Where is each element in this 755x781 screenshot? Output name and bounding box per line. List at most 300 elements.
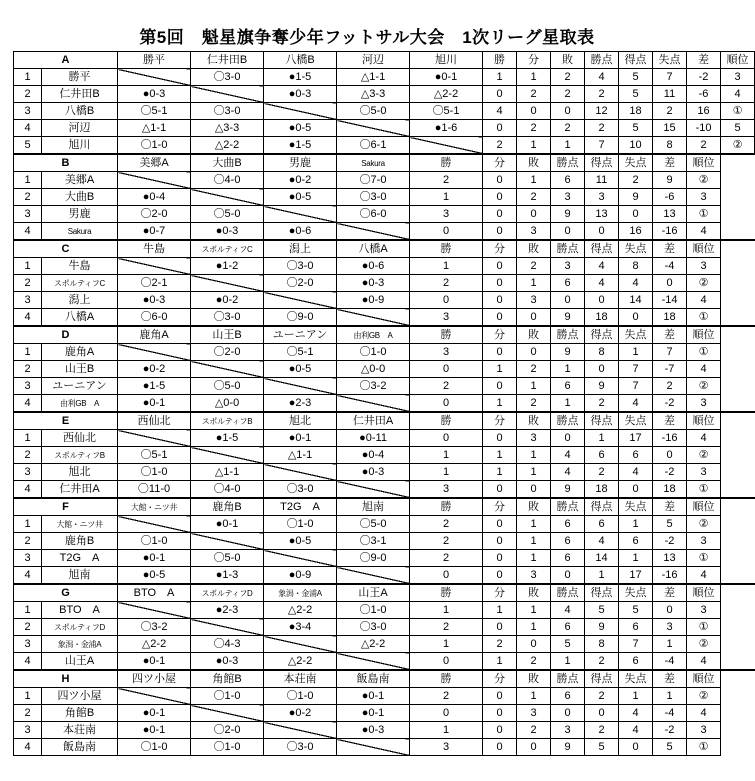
match-result: 〇7-0 xyxy=(337,172,410,189)
table-row xyxy=(14,481,755,499)
stat-points: 5 xyxy=(551,636,585,653)
stat-losses: 2 xyxy=(517,189,551,206)
team-name: T2G A xyxy=(42,550,118,567)
match-result: △2-2 xyxy=(410,86,483,103)
stat-gd: -7 xyxy=(653,361,687,378)
stat-ga: 6 xyxy=(619,447,653,464)
team-number: 1 xyxy=(14,258,42,275)
stat-losses: 0 xyxy=(517,636,551,653)
stat-header-wins: 勝 xyxy=(410,412,483,430)
stat-losses: 3 xyxy=(517,223,551,241)
match-result: 〇4-0 xyxy=(191,172,264,189)
stat-draws: 0 xyxy=(483,344,517,361)
match-result: 〇5-0 xyxy=(337,103,410,120)
team-name: 由利GB A xyxy=(42,395,118,413)
stat-points: 3 xyxy=(551,258,585,275)
stat-header-rank: 順位 xyxy=(687,154,721,172)
stat-ga: 0 xyxy=(619,206,653,223)
stat-wins: 0 xyxy=(410,395,483,413)
team-number: 4 xyxy=(14,120,42,137)
team-name: 男鹿 xyxy=(42,206,118,223)
stat-ga: 6 xyxy=(619,619,653,636)
stat-ga: 7 xyxy=(653,69,687,86)
stat-gf: 2 xyxy=(585,464,619,481)
match-result: ●0-1 xyxy=(118,722,191,739)
stat-points: 9 xyxy=(551,344,585,361)
table-row xyxy=(14,378,755,395)
empty-cell xyxy=(721,602,755,619)
opponent-header: 仁井田A xyxy=(337,412,410,430)
team-name: 潟上 xyxy=(42,292,118,309)
stat-gd: 13 xyxy=(653,206,687,223)
stat-rank: ① xyxy=(687,619,721,636)
match-result: 〇3-1 xyxy=(337,533,410,550)
team-number: 3 xyxy=(14,722,42,739)
empty-cell xyxy=(721,739,755,756)
self-match-cell xyxy=(264,103,337,120)
stat-losses: 0 xyxy=(517,309,551,327)
match-result: ●0-1 xyxy=(118,395,191,413)
self-match-cell xyxy=(337,653,410,671)
self-match-cell xyxy=(191,275,264,292)
stat-wins: 1 xyxy=(410,189,483,206)
match-result: ●0-4 xyxy=(118,189,191,206)
empty-cell xyxy=(721,567,755,585)
empty-cell xyxy=(721,292,755,309)
stat-points: 9 xyxy=(551,309,585,327)
match-result: 〇3-0 xyxy=(264,481,337,499)
table-row xyxy=(14,395,755,413)
stat-wins: 3 xyxy=(410,344,483,361)
stat-ga: 7 xyxy=(619,378,653,395)
opponent-header: 由利GB A xyxy=(337,326,410,344)
group-header-row xyxy=(14,670,755,688)
table-row xyxy=(14,206,755,223)
match-result: 〇3-2 xyxy=(118,619,191,636)
stat-gd: -2 xyxy=(653,722,687,739)
stat-gd: 9 xyxy=(653,172,687,189)
self-match-cell xyxy=(191,619,264,636)
team-name: 大館・ニツ井 xyxy=(42,516,118,533)
stat-gf: 3 xyxy=(585,189,619,206)
team-number: 3 xyxy=(14,464,42,481)
self-match-cell xyxy=(337,395,410,413)
stat-draws: 0 xyxy=(483,567,517,585)
match-result: 〇3-2 xyxy=(337,378,410,395)
match-result: 〇3-0 xyxy=(191,69,264,86)
stat-header-draws: 分 xyxy=(483,412,517,430)
stat-header-losses: 敗 xyxy=(517,670,551,688)
stat-ga: 7 xyxy=(619,636,653,653)
match-result: ●0-1 xyxy=(337,688,410,705)
stat-points: 9 xyxy=(551,481,585,499)
stat-header-ga: 失点 xyxy=(619,584,653,602)
team-name: 旭南 xyxy=(42,567,118,585)
self-match-cell xyxy=(118,172,191,189)
stat-draws: 0 xyxy=(483,739,517,756)
empty-cell xyxy=(721,378,755,395)
empty-cell xyxy=(721,189,755,206)
table-row xyxy=(14,464,755,481)
stat-gd: -6 xyxy=(653,189,687,206)
self-match-cell xyxy=(264,206,337,223)
table-row xyxy=(14,619,755,636)
team-name: 河辺 xyxy=(42,120,118,137)
stat-gf: 10 xyxy=(619,137,653,155)
self-match-cell xyxy=(337,309,410,327)
team-number: 2 xyxy=(14,619,42,636)
team-number: 1 xyxy=(14,344,42,361)
empty-cell xyxy=(721,481,755,499)
table-row xyxy=(14,567,755,585)
table-row xyxy=(14,739,755,756)
empty-cell xyxy=(721,223,755,241)
team-number: 3 xyxy=(14,378,42,395)
empty-cell xyxy=(721,309,755,327)
stat-points: 6 xyxy=(551,688,585,705)
stat-draws: 0 xyxy=(483,292,517,309)
stat-points: 3 xyxy=(551,722,585,739)
match-result: △0-0 xyxy=(337,361,410,378)
empty-cell xyxy=(721,154,755,172)
empty-cell xyxy=(721,206,755,223)
stat-gf: 11 xyxy=(585,172,619,189)
stat-header-gf: 得点 xyxy=(585,154,619,172)
match-result: △1-1 xyxy=(118,120,191,137)
stat-rank: 3 xyxy=(721,69,755,86)
stat-wins: 0 xyxy=(483,120,517,137)
stat-draws: 2 xyxy=(517,120,551,137)
team-number: 2 xyxy=(14,447,42,464)
stat-wins: 0 xyxy=(410,567,483,585)
empty-cell xyxy=(721,688,755,705)
team-number: 5 xyxy=(14,137,42,155)
stat-gd: 18 xyxy=(653,481,687,499)
stat-header-draws: 分 xyxy=(483,154,517,172)
stat-gd: 0 xyxy=(653,447,687,464)
stat-ga: 14 xyxy=(619,292,653,309)
self-match-cell xyxy=(191,361,264,378)
stat-ga: 1 xyxy=(619,516,653,533)
stat-gf: 0 xyxy=(585,223,619,241)
opponent-header: 勝平 xyxy=(118,52,191,69)
self-match-cell xyxy=(118,344,191,361)
match-result: ●0-2 xyxy=(118,361,191,378)
stat-rank: 4 xyxy=(687,430,721,447)
opponent-header: 西仙北 xyxy=(118,412,191,430)
empty-cell xyxy=(721,240,755,258)
opponent-header: 本荘南 xyxy=(264,670,337,688)
stat-losses: 1 xyxy=(517,172,551,189)
match-result: ●0-5 xyxy=(264,533,337,550)
stat-losses: 2 xyxy=(517,258,551,275)
stat-ga: 1 xyxy=(619,344,653,361)
match-result: 〇1-0 xyxy=(118,137,191,155)
match-result: ●1-6 xyxy=(410,120,483,137)
stat-wins: 1 xyxy=(410,447,483,464)
stat-points: 0 xyxy=(551,223,585,241)
table-row xyxy=(14,137,755,155)
opponent-header: スポルティフC xyxy=(191,240,264,258)
match-result: 〇2-0 xyxy=(191,722,264,739)
stat-ga: 17 xyxy=(619,430,653,447)
match-result: 〇3-0 xyxy=(337,189,410,206)
stat-gf: 4 xyxy=(585,258,619,275)
stat-gf: 5 xyxy=(619,120,653,137)
stat-header-gf: 得点 xyxy=(585,670,619,688)
stat-ga: 6 xyxy=(619,533,653,550)
match-result: △1-1 xyxy=(191,464,264,481)
match-result: ●0-11 xyxy=(337,430,410,447)
stat-ga: 4 xyxy=(619,395,653,413)
table-row xyxy=(14,447,755,464)
stat-losses: 1 xyxy=(517,516,551,533)
self-match-cell xyxy=(264,550,337,567)
opponent-header: 潟上 xyxy=(264,240,337,258)
match-result: 〇3-0 xyxy=(191,309,264,327)
match-result: △3-3 xyxy=(337,86,410,103)
stat-draws: 2 xyxy=(517,86,551,103)
stat-gd: 13 xyxy=(653,550,687,567)
stat-losses: 3 xyxy=(517,705,551,722)
stat-losses: 2 xyxy=(551,86,585,103)
opponent-header: 飯島南 xyxy=(337,670,410,688)
stat-header-points: 勝点 xyxy=(551,584,585,602)
match-result: ●0-9 xyxy=(264,567,337,585)
stat-header-gd: 差 xyxy=(653,584,687,602)
stat-ga: 1 xyxy=(619,688,653,705)
stat-gd: -6 xyxy=(687,86,721,103)
stat-draws: 0 xyxy=(483,275,517,292)
stat-points: 6 xyxy=(551,275,585,292)
match-result: ●0-6 xyxy=(264,223,337,241)
match-result: ●0-1 xyxy=(118,653,191,671)
stat-rank: ① xyxy=(687,344,721,361)
team-number: 2 xyxy=(14,189,42,206)
stat-gf: 8 xyxy=(585,344,619,361)
stat-wins: 1 xyxy=(410,636,483,653)
table-row xyxy=(14,636,755,653)
stat-gd: 2 xyxy=(687,137,721,155)
match-result: 〇5-0 xyxy=(191,550,264,567)
stat-ga: 9 xyxy=(619,189,653,206)
stat-losses: 2 xyxy=(517,653,551,671)
match-result: 〇5-1 xyxy=(410,103,483,120)
stat-draws: 1 xyxy=(517,137,551,155)
stat-gd: -10 xyxy=(687,120,721,137)
self-match-cell xyxy=(191,86,264,103)
match-result: ●0-3 xyxy=(191,653,264,671)
stat-rank: 4 xyxy=(687,653,721,671)
empty-cell xyxy=(721,498,755,516)
standings-table xyxy=(13,51,755,756)
match-result: ●0-1 xyxy=(337,705,410,722)
stat-losses: 1 xyxy=(517,275,551,292)
stat-gd: 5 xyxy=(653,739,687,756)
stat-draws: 0 xyxy=(483,206,517,223)
stat-points: 7 xyxy=(585,137,619,155)
stat-gf: 2 xyxy=(585,722,619,739)
stat-header-gf: 得点 xyxy=(585,412,619,430)
stat-gd: -14 xyxy=(653,292,687,309)
self-match-cell xyxy=(337,120,410,137)
stat-points: 6 xyxy=(551,533,585,550)
group-name: G xyxy=(14,584,118,602)
team-name: BTO A xyxy=(42,602,118,619)
stat-points: 4 xyxy=(551,464,585,481)
table-row xyxy=(14,705,755,722)
stat-wins: 0 xyxy=(483,86,517,103)
stat-draws: 0 xyxy=(483,189,517,206)
opponent-header: 象潟・金浦A xyxy=(264,584,337,602)
stat-gd: -2 xyxy=(687,69,721,86)
stat-points: 0 xyxy=(551,567,585,585)
stat-ga: 4 xyxy=(619,464,653,481)
stat-points: 0 xyxy=(551,292,585,309)
opponent-header: 鹿角B xyxy=(191,498,264,516)
team-name: 西仙北 xyxy=(42,430,118,447)
opponent-header: 牛島 xyxy=(118,240,191,258)
stat-ga: 6 xyxy=(619,653,653,671)
match-result: ●3-4 xyxy=(264,619,337,636)
stat-rank: 3 xyxy=(687,189,721,206)
opponent-header: 男鹿 xyxy=(264,154,337,172)
stat-rank: 3 xyxy=(687,722,721,739)
team-number: 4 xyxy=(14,395,42,413)
stat-gf: 4 xyxy=(585,275,619,292)
stat-header-points: 勝点 xyxy=(585,52,619,69)
opponent-header: 美郷A xyxy=(118,154,191,172)
team-number: 4 xyxy=(14,567,42,585)
self-match-cell xyxy=(191,447,264,464)
match-result: △2-2 xyxy=(264,653,337,671)
stat-ga: 16 xyxy=(619,223,653,241)
table-row xyxy=(14,172,755,189)
table-row xyxy=(14,533,755,550)
stat-header-losses: 敗 xyxy=(517,584,551,602)
stat-wins: 0 xyxy=(410,653,483,671)
stat-rank: 4 xyxy=(687,567,721,585)
stat-losses: 0 xyxy=(517,739,551,756)
stat-header-losses: 敗 xyxy=(517,154,551,172)
stat-points: 9 xyxy=(551,739,585,756)
table-row xyxy=(14,550,755,567)
stat-points: 4 xyxy=(551,447,585,464)
stat-losses: 1 xyxy=(551,137,585,155)
stat-gf: 6 xyxy=(585,516,619,533)
stat-draws: 0 xyxy=(483,481,517,499)
stat-gd: -4 xyxy=(653,258,687,275)
match-result: 〇3-0 xyxy=(191,103,264,120)
group-name: F xyxy=(14,498,118,516)
stat-wins: 0 xyxy=(410,705,483,722)
stat-wins: 3 xyxy=(410,481,483,499)
stat-header-gd: 差 xyxy=(653,412,687,430)
empty-cell xyxy=(721,653,755,671)
stat-ga: 2 xyxy=(653,103,687,120)
stat-rank: ② xyxy=(687,378,721,395)
stat-gf: 6 xyxy=(585,447,619,464)
match-result: ●0-1 xyxy=(264,430,337,447)
table-row xyxy=(14,602,755,619)
match-result: 〇5-1 xyxy=(264,344,337,361)
stat-wins: 2 xyxy=(410,172,483,189)
team-name: 山王B xyxy=(42,361,118,378)
match-result: ●1-3 xyxy=(191,567,264,585)
stat-header-losses: 敗 xyxy=(517,326,551,344)
team-name: 勝平 xyxy=(42,69,118,86)
match-result: △2-2 xyxy=(191,137,264,155)
stat-rank: ① xyxy=(687,481,721,499)
table-row xyxy=(14,189,755,206)
team-name: 旭北 xyxy=(42,464,118,481)
stat-losses: 0 xyxy=(517,344,551,361)
self-match-cell xyxy=(118,258,191,275)
stat-gf: 5 xyxy=(585,739,619,756)
stat-wins: 4 xyxy=(483,103,517,120)
match-result: 〇6-1 xyxy=(337,137,410,155)
stat-draws: 0 xyxy=(483,378,517,395)
stat-ga: 5 xyxy=(619,602,653,619)
stat-header-losses: 敗 xyxy=(517,412,551,430)
match-result: 〇4-0 xyxy=(191,481,264,499)
stat-draws: 0 xyxy=(483,516,517,533)
team-number: 1 xyxy=(14,69,42,86)
stat-rank: ② xyxy=(687,688,721,705)
team-name: 象潟・金浦A xyxy=(42,636,118,653)
stat-draws: 0 xyxy=(483,688,517,705)
opponent-header: 旭北 xyxy=(264,412,337,430)
team-number: 2 xyxy=(14,533,42,550)
match-result: 〇2-0 xyxy=(264,275,337,292)
match-result: 〇5-0 xyxy=(191,206,264,223)
self-match-cell xyxy=(118,602,191,619)
match-result: ●0-1 xyxy=(118,550,191,567)
match-result: ●0-3 xyxy=(118,86,191,103)
team-name: 八橋A xyxy=(42,309,118,327)
stat-ga: 8 xyxy=(653,137,687,155)
team-number: 4 xyxy=(14,653,42,671)
stat-draws: 0 xyxy=(483,309,517,327)
self-match-cell xyxy=(337,739,410,756)
stat-header-draws: 分 xyxy=(483,584,517,602)
stat-header-gd: 差 xyxy=(653,240,687,258)
stat-gf: 18 xyxy=(619,103,653,120)
match-result: ●0-5 xyxy=(264,361,337,378)
stat-losses: 1 xyxy=(517,602,551,619)
empty-cell xyxy=(721,722,755,739)
match-result: △2-2 xyxy=(264,602,337,619)
stat-points: 6 xyxy=(551,550,585,567)
team-name: 旭川 xyxy=(42,137,118,155)
match-result: ●0-3 xyxy=(118,292,191,309)
empty-cell xyxy=(721,430,755,447)
team-number: 4 xyxy=(14,481,42,499)
match-result: ●0-1 xyxy=(410,69,483,86)
stat-rank: ① xyxy=(687,206,721,223)
stat-gd: -4 xyxy=(653,705,687,722)
stat-losses: 1 xyxy=(517,550,551,567)
stat-points: 1 xyxy=(551,653,585,671)
group-name: B xyxy=(14,154,118,172)
stat-ga: 15 xyxy=(653,120,687,137)
empty-cell xyxy=(721,464,755,481)
stat-wins: 1 xyxy=(483,69,517,86)
empty-cell xyxy=(721,395,755,413)
match-result: 〇5-0 xyxy=(337,516,410,533)
match-result: 〇5-1 xyxy=(118,103,191,120)
stat-header-gd: 差 xyxy=(687,52,721,69)
